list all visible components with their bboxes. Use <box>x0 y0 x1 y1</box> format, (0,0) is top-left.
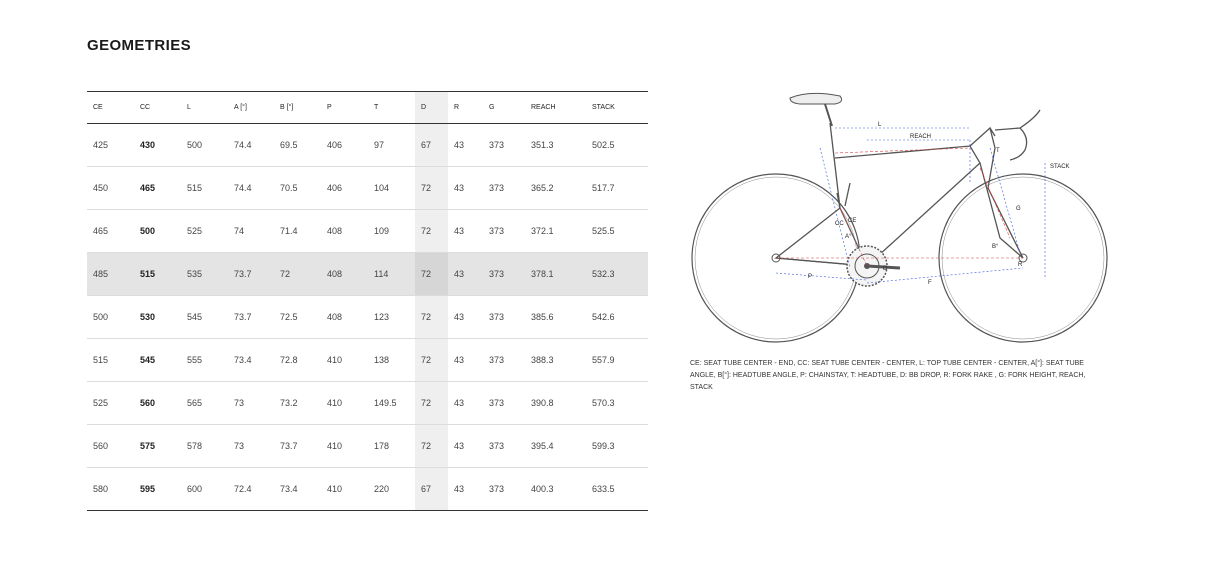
column-header: CE <box>87 92 134 124</box>
table-cell: 70.5 <box>274 167 321 210</box>
table-body <box>87 124 648 511</box>
column-header: A [°] <box>228 92 274 124</box>
label-p: P <box>808 274 813 280</box>
table-cell: 515 <box>181 167 228 210</box>
label-b: B° <box>992 244 999 250</box>
page-title: GEOMETRIES <box>87 37 192 54</box>
table-cell: 373 <box>483 425 525 468</box>
table-cell: 373 <box>483 253 525 296</box>
table-cell: 373 <box>483 124 525 167</box>
table-cell: 104 <box>368 167 415 210</box>
table-cell: 408 <box>321 253 368 296</box>
table-cell: 373 <box>483 167 525 210</box>
table-cell: 74.4 <box>228 167 274 210</box>
table-cell: 97 <box>368 124 415 167</box>
table-cell: 410 <box>321 425 368 468</box>
table-cell: 73 <box>228 425 274 468</box>
column-header: G <box>483 92 525 124</box>
column-header: R <box>448 92 483 124</box>
table-cell: 43 <box>448 382 483 425</box>
label-d: D <box>883 266 888 272</box>
geometry-table <box>87 91 648 511</box>
bike-frame <box>776 123 1023 266</box>
table-cell: 385.6 <box>525 296 586 339</box>
table-cell: 410 <box>321 382 368 425</box>
label-t: T <box>996 148 1000 154</box>
table-cell: 138 <box>368 339 415 382</box>
table-cell: 580 <box>93 484 109 494</box>
table-cell: 365.2 <box>525 167 586 210</box>
table-cell: 72 <box>415 296 448 339</box>
column-header: CC <box>134 92 181 124</box>
table-cell: 72.8 <box>274 339 321 382</box>
table-cell: 373 <box>483 339 525 382</box>
table-cell: 532.3 <box>586 253 648 296</box>
column-header: REACH <box>525 92 586 124</box>
table-cell: 73.4 <box>228 339 274 382</box>
table-cell: 542.6 <box>586 296 648 339</box>
table-cell: 378.1 <box>525 253 586 296</box>
table-cell: 430 <box>134 124 181 167</box>
column-header: B [°] <box>274 92 321 124</box>
table-cell: 515 <box>134 253 181 296</box>
table-cell: 545 <box>134 339 181 382</box>
label-a: A° <box>845 234 852 240</box>
table-cell: 373 <box>483 382 525 425</box>
table-cell: 372.1 <box>525 210 586 253</box>
table-cell: 43 <box>448 167 483 210</box>
column-header: P <box>321 92 368 124</box>
table-cell: 72.4 <box>234 484 252 494</box>
table-cell: 560 <box>87 425 134 468</box>
table-cell: 72 <box>415 210 448 253</box>
table-cell: 43 <box>454 484 465 494</box>
table-cell: 545 <box>181 296 228 339</box>
label-reach: REACH <box>910 134 932 140</box>
table-cell: 560 <box>134 382 181 425</box>
table-cell: 43 <box>448 253 483 296</box>
table-row <box>87 339 648 382</box>
table-cell: 410 <box>321 339 368 382</box>
table-row <box>87 382 648 425</box>
table-cell: 72 <box>415 339 448 382</box>
table-cell: 73.7 <box>228 296 274 339</box>
table-cell: 69.5 <box>274 124 321 167</box>
table-cell: 557.9 <box>586 339 648 382</box>
table-cell: 410 <box>327 484 343 494</box>
table-cell: 43 <box>448 124 483 167</box>
saddle <box>790 93 842 126</box>
label-r: R <box>1018 262 1023 268</box>
table-cell: 74.4 <box>228 124 274 167</box>
table-cell: 502.5 <box>586 124 648 167</box>
diagram-legend: CE: SEAT TUBE CENTER - END, CC: SEAT TUBE CENTER - CENTER, L: TOP TUBE CENTER - CENTER, A[°]: SEAT TUBE ANGLE, B[°]: HEADTUBE ANGLE, P: CHAINSTAY, T: HEADTUBE, D: BB DROP, R: FORK RAKE , G: FORK HEIGHT, REACH, STACK <box>690 360 1086 391</box>
label-cc: CC <box>835 221 844 227</box>
table-cell: 515 <box>87 339 134 382</box>
table-cell: 373 <box>489 484 505 494</box>
table-row <box>87 210 648 253</box>
table-cell: 408 <box>321 210 368 253</box>
label-stack: STACK <box>1050 164 1070 170</box>
table-cell: 73.7 <box>274 425 321 468</box>
table-cell: 72.5 <box>274 296 321 339</box>
table-cell: 373 <box>483 296 525 339</box>
table-cell: 43 <box>448 425 483 468</box>
table-row <box>87 167 648 210</box>
table-row <box>87 253 648 296</box>
table-cell: 220 <box>374 484 390 494</box>
table-cell: 67 <box>415 124 448 167</box>
table-cell: 517.7 <box>586 167 648 210</box>
column-header: L <box>181 92 228 124</box>
table-cell: 525 <box>87 382 134 425</box>
table-row <box>87 468 648 511</box>
table-cell: 395.4 <box>525 425 586 468</box>
table-cell: 43 <box>448 296 483 339</box>
column-header: D <box>415 92 448 124</box>
table-cell: 599.3 <box>586 425 648 468</box>
bike-geometry-diagram <box>690 88 1115 348</box>
table-cell: 71.4 <box>274 210 321 253</box>
column-header: T <box>368 92 415 124</box>
table-cell: 43 <box>448 339 483 382</box>
table-cell: 73.2 <box>274 382 321 425</box>
label-g: G <box>1016 206 1021 212</box>
table-row <box>87 296 648 339</box>
table-cell: 178 <box>368 425 415 468</box>
table-cell: 149.5 <box>368 382 415 425</box>
table-cell: 450 <box>87 167 134 210</box>
table-cell: 600 <box>187 484 203 494</box>
label-f: F <box>928 280 932 286</box>
table-cell: 114 <box>368 253 415 296</box>
table-cell: 565 <box>181 382 228 425</box>
table-cell: 388.3 <box>525 339 586 382</box>
table-cell: 73.4 <box>280 484 298 494</box>
table-cell: 406 <box>321 124 368 167</box>
table-cell: 73.7 <box>228 253 274 296</box>
table-cell: 500 <box>181 124 228 167</box>
table-cell: 525 <box>181 210 228 253</box>
table-row <box>87 124 648 167</box>
table-cell: 500 <box>87 296 134 339</box>
table-cell: 406 <box>321 167 368 210</box>
table-cell: 578 <box>181 425 228 468</box>
table-cell: 500 <box>134 210 181 253</box>
table-cell: 373 <box>483 210 525 253</box>
table-cell: 400.3 <box>531 484 554 494</box>
chainring <box>847 246 900 286</box>
table-cell: 351.3 <box>525 124 586 167</box>
table-cell: 595 <box>140 484 156 494</box>
table-cell: 555 <box>181 339 228 382</box>
table-cell: 74 <box>228 210 274 253</box>
table-cell: 67 <box>415 468 448 511</box>
table-cell: 535 <box>181 253 228 296</box>
table-cell: 570.3 <box>586 382 648 425</box>
table-cell: 109 <box>368 210 415 253</box>
table-cell: 72 <box>415 382 448 425</box>
measure-lines <box>776 148 1023 266</box>
table-cell: 408 <box>321 296 368 339</box>
table-cell: 72 <box>274 253 321 296</box>
table-cell: 485 <box>87 253 134 296</box>
table-cell: 73 <box>228 382 274 425</box>
table-cell: 633.5 <box>592 484 615 494</box>
column-header: STACK <box>586 92 648 124</box>
table-cell: 425 <box>87 124 134 167</box>
table-cell: 43 <box>448 210 483 253</box>
label-l: L <box>878 122 882 128</box>
table-cell: 72 <box>415 167 448 210</box>
table-cell: 525.5 <box>586 210 648 253</box>
table-cell: 530 <box>134 296 181 339</box>
table-cell: 465 <box>134 167 181 210</box>
table-row <box>87 425 648 468</box>
table-cell: 72 <box>415 253 448 296</box>
table-cell: 123 <box>368 296 415 339</box>
table-header <box>87 92 648 124</box>
table-cell: 465 <box>87 210 134 253</box>
label-ce: CE <box>848 218 857 224</box>
table-cell: 575 <box>134 425 181 468</box>
table-cell: 390.8 <box>525 382 586 425</box>
table-cell: 72 <box>415 425 448 468</box>
